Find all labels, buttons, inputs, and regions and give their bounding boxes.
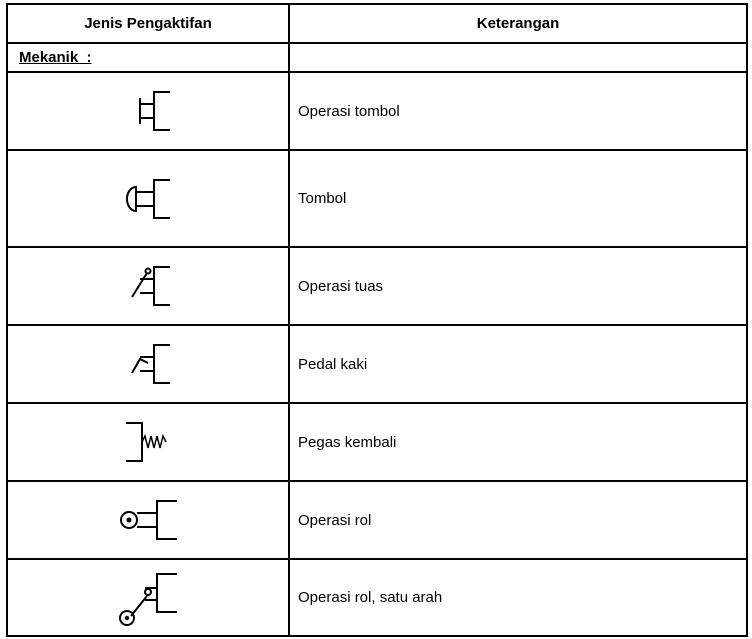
border-bottom [6, 635, 748, 637]
push-button-operation-icon [118, 86, 178, 136]
description: Operasi rol, satu arah [298, 589, 443, 606]
description: Operasi tombol [298, 102, 400, 120]
symbol-cell [8, 73, 288, 149]
spring-return-icon [118, 417, 178, 467]
description: Tombol [298, 190, 347, 207]
symbol-cell [8, 151, 288, 246]
description: Pegas kembali [298, 433, 397, 451]
symbol-cell [8, 404, 288, 480]
header-jenis-pengaktifan: Jenis Pengaktifan [84, 15, 212, 32]
description: Operasi rol [298, 511, 372, 529]
border-right [746, 3, 748, 637]
section-label-mekanik: Mekanik : [19, 49, 92, 66]
description: Pedal kaki [298, 355, 368, 373]
symbol-cell [8, 560, 288, 635]
header-keterangan: Keterangan [476, 15, 560, 32]
one-way-roller-icon [113, 570, 183, 626]
symbol-cell [8, 248, 288, 324]
symbol-cell [8, 482, 288, 558]
description: Operasi tuas [298, 277, 384, 295]
foot-pedal-icon [118, 339, 178, 389]
lever-operation-icon [118, 261, 178, 311]
symbol-cell [8, 326, 288, 402]
roller-operation-icon [113, 495, 183, 545]
mushroom-push-button-icon [118, 174, 178, 224]
